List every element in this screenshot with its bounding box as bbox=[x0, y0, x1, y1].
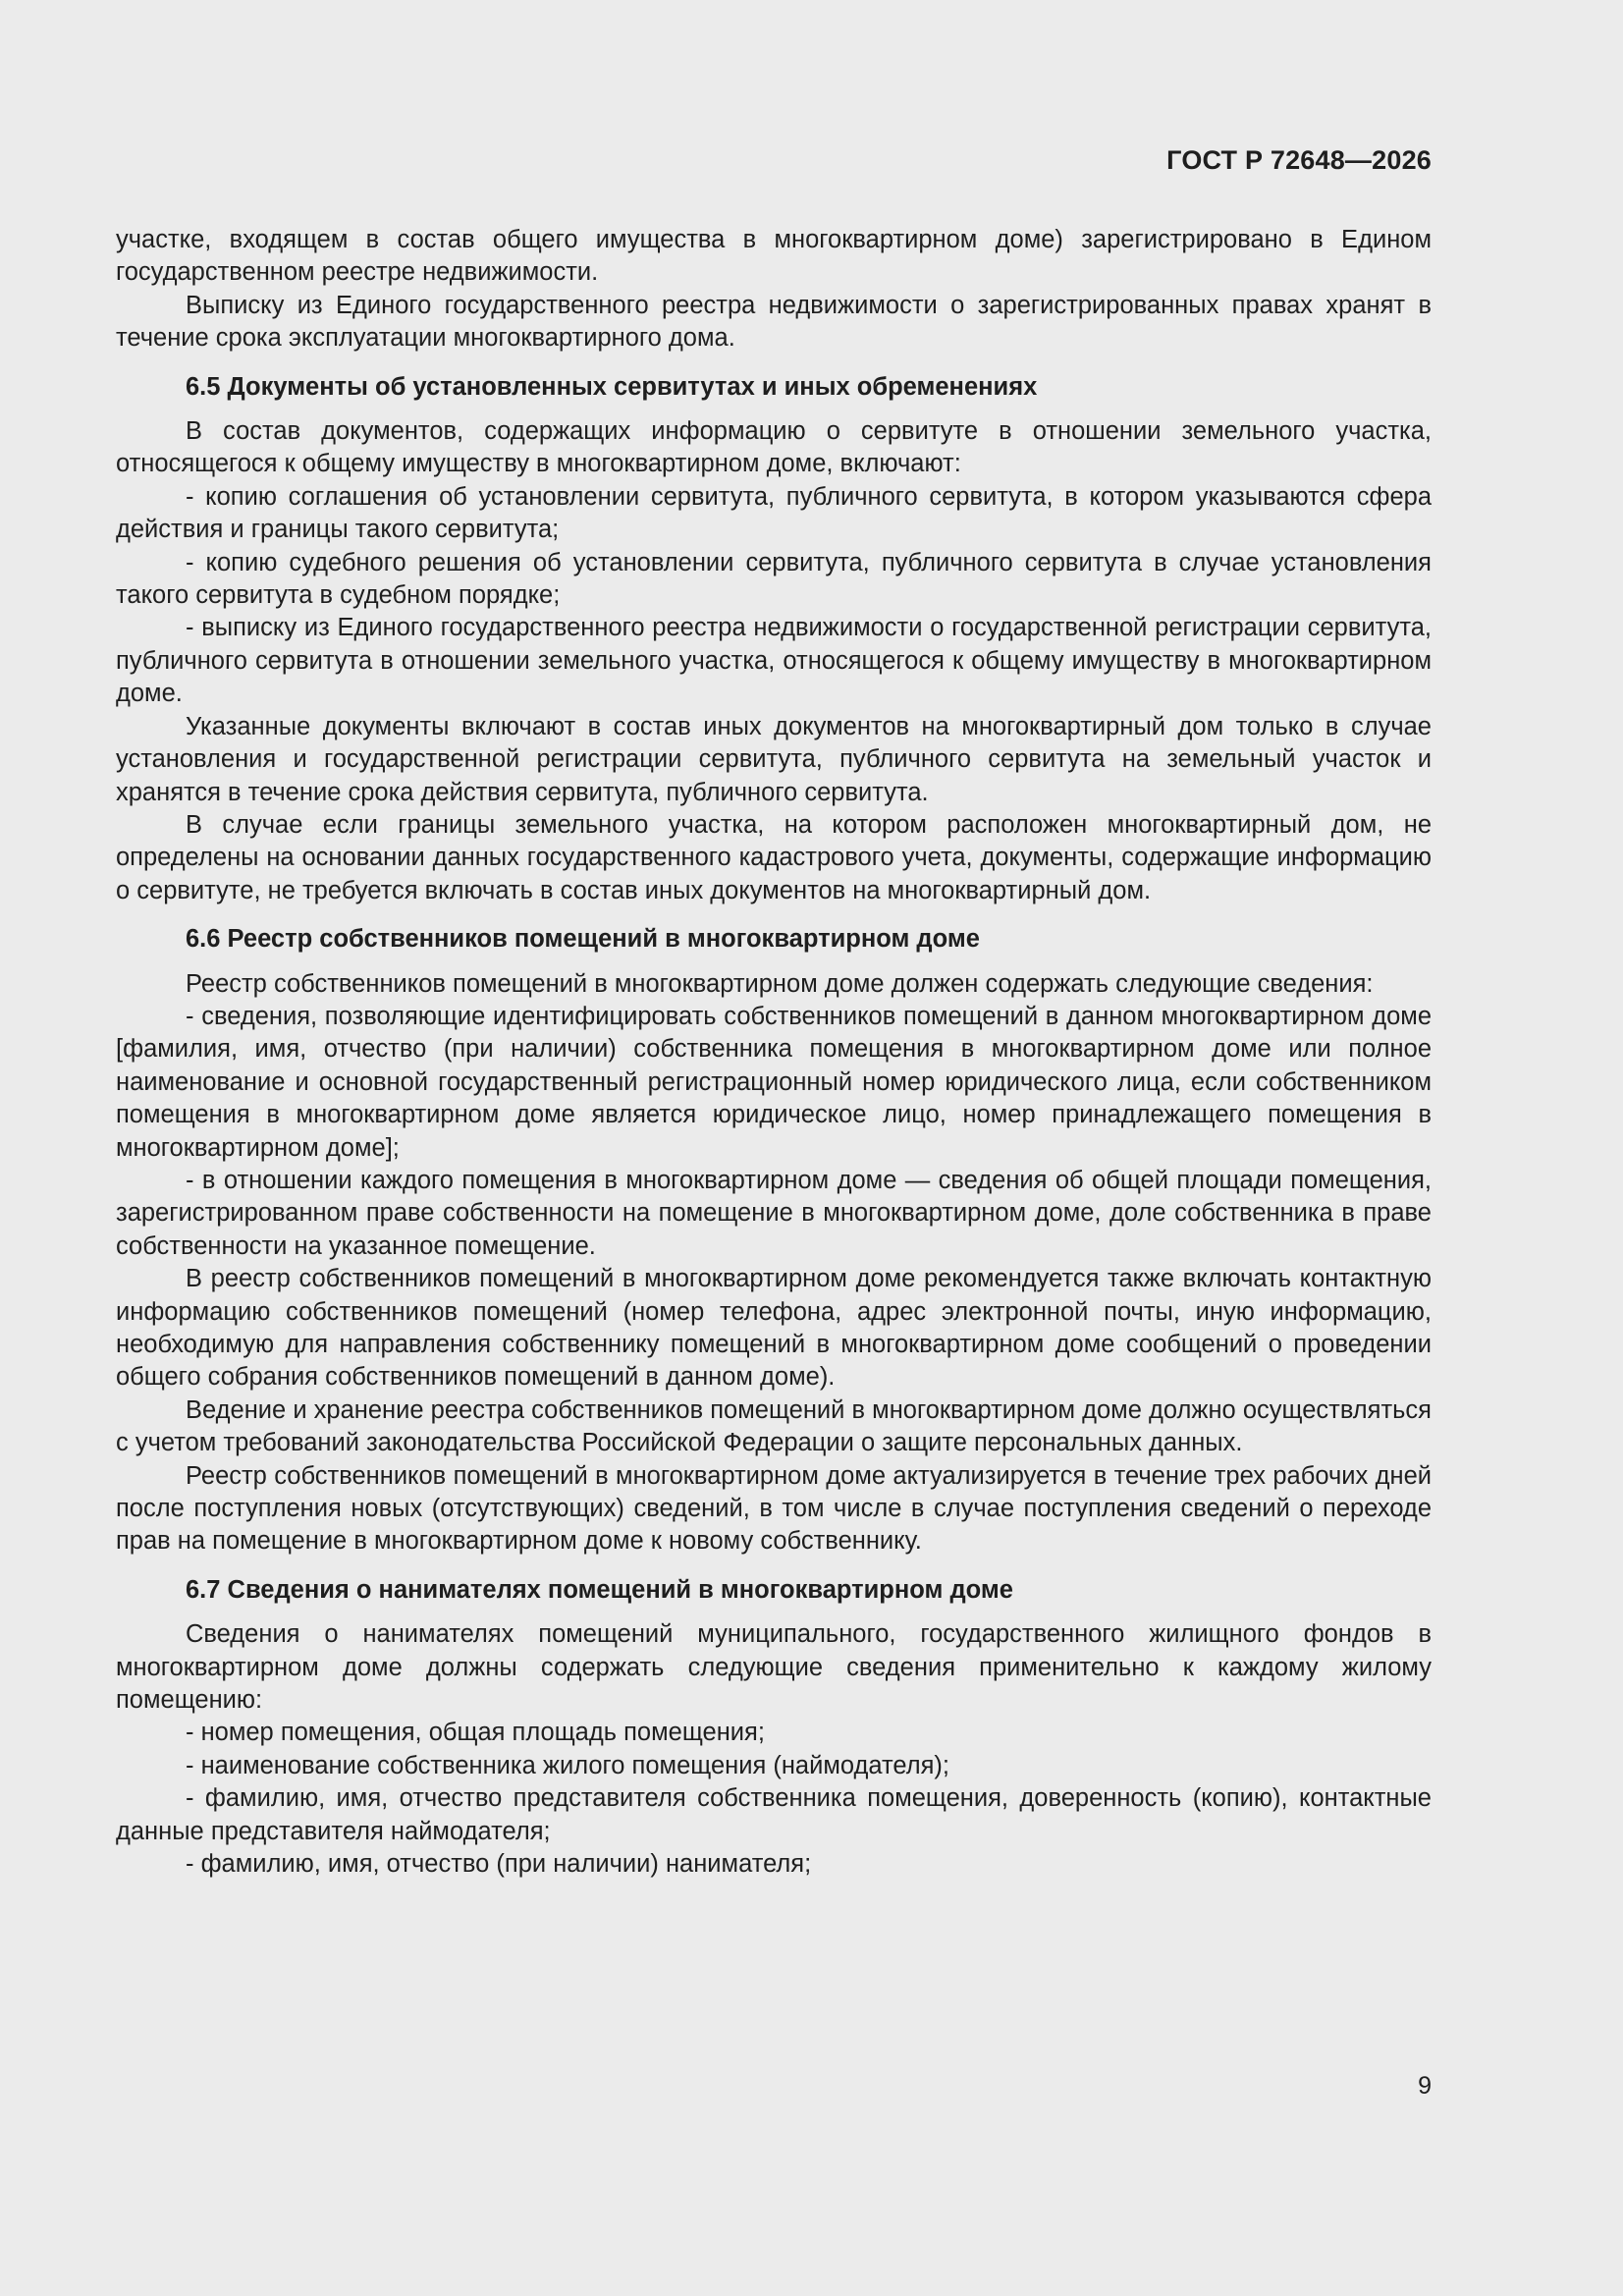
list-item: - фамилию, имя, отчество представителя собственника помещения, доверенность (копию), контактные данные представителя наймодателя; bbox=[116, 1784, 1432, 1845]
paragraph: участке, входящем в состав общего имущества в многоквартирном доме) зарегистрировано в Едином государственном реестре недвижимости. bbox=[116, 226, 1432, 287]
paragraph: Реестр собственников помещений в многоквартирном доме должен содержать следующие сведения: bbox=[186, 969, 1374, 998]
document-header: ГОСТ Р 72648—2026 bbox=[1166, 145, 1432, 175]
list-item: - в отношении каждого помещения в многоквартирном доме — сведения об общей площади помещения, зарегистрированном праве собственности на помещение в многоквартирном доме, доле собственника в праве собственности на указанное помещение. bbox=[116, 1166, 1432, 1260]
section-heading-6-5: 6.5 Документы об установленных сервитутах и иных обременениях bbox=[186, 372, 1038, 401]
list-item: - наименование собственника жилого помещения (наймодателя); bbox=[186, 1751, 949, 1779]
document-body bbox=[116, 224, 1432, 1882]
section-heading-6-6: 6.6 Реестр собственников помещений в многоквартирном доме bbox=[186, 925, 980, 954]
list-item: - копию судебного решения об установлении сервитута, публичного сервитута в случае установления такого сервитута в судебном порядке; bbox=[116, 548, 1432, 610]
paragraph: В реестр собственников помещений в многоквартирном доме рекомендуется также включать контактную информацию собственников помещений (номер телефона, адрес электронной почты, иную информацию, необходимую для направления собственнику помещений в многоквартирном доме сообщений о проведении общего собрания собственников помещений в данном доме). bbox=[116, 1265, 1432, 1392]
paragraph: Выписку из Единого государственного реестра недвижимости о зарегистрированных правах хранят в течение срока эксплуатации многоквартирного дома. bbox=[116, 291, 1432, 353]
paragraph: Ведение и хранение реестра собственников помещений в многоквартирном доме должно осуществляться с учетом требований законодательства Российской Федерации о защите персональных данных. bbox=[116, 1395, 1432, 1457]
list-item: - выписку из Единого государственного реестра недвижимости о государственной регистрации сервитута, публичного сервитута в отношении земельного участка, относящегося к общему имуществу в многоквартирном доме. bbox=[116, 614, 1432, 708]
list-item: - копию соглашения об установлении сервитута, публичного сервитута, в котором указываются сфера действия и границы такого сервитута; bbox=[116, 482, 1432, 544]
paragraph: Указанные документы включают в состав иных документов на многоквартирный дом только в случае установления и государственной регистрации сервитута, публичного сервитута на земельный участок и хранятся в течение срока действия сервитута, публичного сервитута. bbox=[116, 712, 1432, 806]
page-number: 9 bbox=[1418, 2072, 1432, 2100]
paragraph: В случае если границы земельного участка, на котором расположен многоквартирный дом, не определены на основании данных государственного кадастрового учета, документы, содержащие информацию о сервитуте, не требуется включать в состав иных документов на многоквартирный дом. bbox=[116, 810, 1432, 904]
paragraph: Сведения о нанимателях помещений муниципального, государственного жилищного фондов в многоквартирном доме должны содержать следующие сведения применительно к каждому жилому помещению: bbox=[116, 1620, 1432, 1715]
list-item: - фамилию, имя, отчество (при наличии) нанимателя; bbox=[186, 1850, 812, 1879]
list-item: - сведения, позволяющие идентифицировать собственников помещений в данном многоквартирном доме [фамилия, имя, отчество (при наличии) собственника помещения в многоквартирном доме или полное наименование и основной государственный регистрационный номер юридического лица, если собственником помещения в многоквартирном доме является юридическое лицо, номер принадлежащего помещения в многоквартирном доме]; bbox=[116, 1002, 1432, 1162]
paragraph: Реестр собственников помещений в многоквартирном доме актуализируется в течение трех рабочих дней после поступления новых (отсутствующих) сведений, в том числе в случае поступления сведений о переходе прав на помещение в многоквартирном доме к новому собственнику. bbox=[116, 1461, 1432, 1556]
section-heading-6-7: 6.7 Сведения о нанимателях помещений в многоквартирном доме bbox=[186, 1575, 1013, 1604]
paragraph: В состав документов, содержащих информацию о сервитуте в отношении земельного участка, относящегося к общему имуществу в многоквартирном доме, включают: bbox=[116, 417, 1432, 478]
list-item: - номер помещения, общая площадь помещения; bbox=[186, 1719, 765, 1747]
